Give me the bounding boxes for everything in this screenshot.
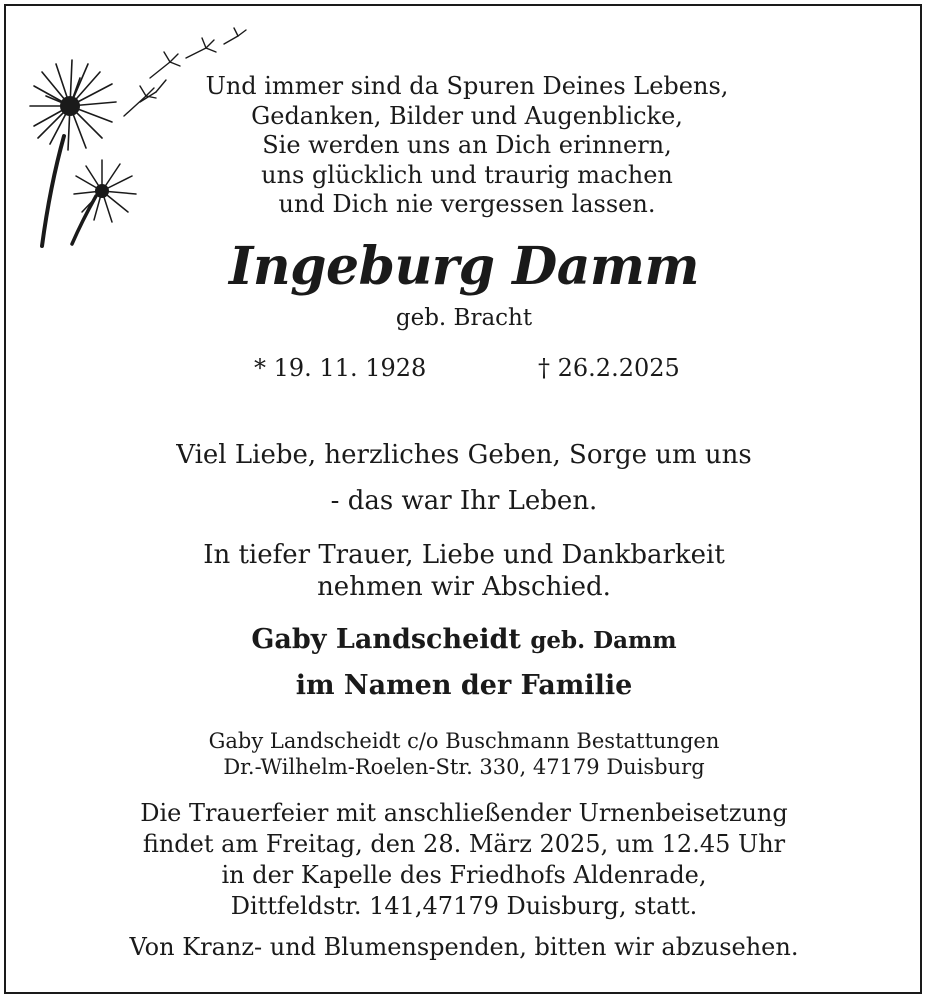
address-line: Dr.-Wilhelm-Roelen-Str. 330, 47179 Duisburg: [223, 755, 705, 779]
address-line: Gaby Landscheidt c/o Buschmann Bestattungen: [208, 729, 720, 753]
farewell-line: nehmen wir Abschied.: [317, 572, 611, 602]
poem-line: Sie werden uns an Dich erinnern,: [262, 131, 672, 159]
birth-date: * 19. 11. 1928: [254, 354, 427, 382]
poem-line: Und immer sind da Spuren Deines Lebens,: [205, 72, 729, 100]
family-name: Gaby Landscheidt: [251, 624, 521, 655]
poem-line: und Dich nie vergessen lassen.: [278, 190, 656, 218]
death-date: † 26.2.2025: [538, 354, 680, 382]
family-signature: [0, 624, 928, 655]
deceased-name: Ingeburg Damm: [229, 236, 699, 297]
ceremony-line: Dittfeldstr. 141,47179 Duisburg, statt.: [230, 892, 698, 920]
family-name-suffix: geb. Damm: [530, 627, 677, 654]
ceremony-line: in der Kapelle des Friedhofs Aldenrade,: [221, 861, 707, 889]
quote-line: Viel Liebe, herzliches Geben, Sorge um uns: [176, 440, 752, 470]
poem-line: uns glücklich und traurig machen: [261, 160, 673, 189]
ceremony-line: findet am Freitag, den 28. März 2025, um 12.45 Uhr: [142, 830, 786, 858]
poem: [0, 72, 928, 220]
closing-note: Von Kranz- und Blumenspenden, bitten wir abzusehen.: [129, 933, 799, 961]
poem-line: Gedanken, Bilder und Augenblicke,: [251, 101, 683, 130]
quote-line: - das war Ihr Leben.: [330, 486, 598, 516]
farewell-line: In tiefer Trauer, Liebe und Dankbarkeit: [203, 540, 725, 570]
ceremony-line: Die Trauerfeier mit anschließender Urnenbeisetzung: [140, 799, 788, 827]
family-line: im Namen der Familie: [295, 670, 633, 701]
birth-name: geb. Bracht: [395, 305, 533, 331]
